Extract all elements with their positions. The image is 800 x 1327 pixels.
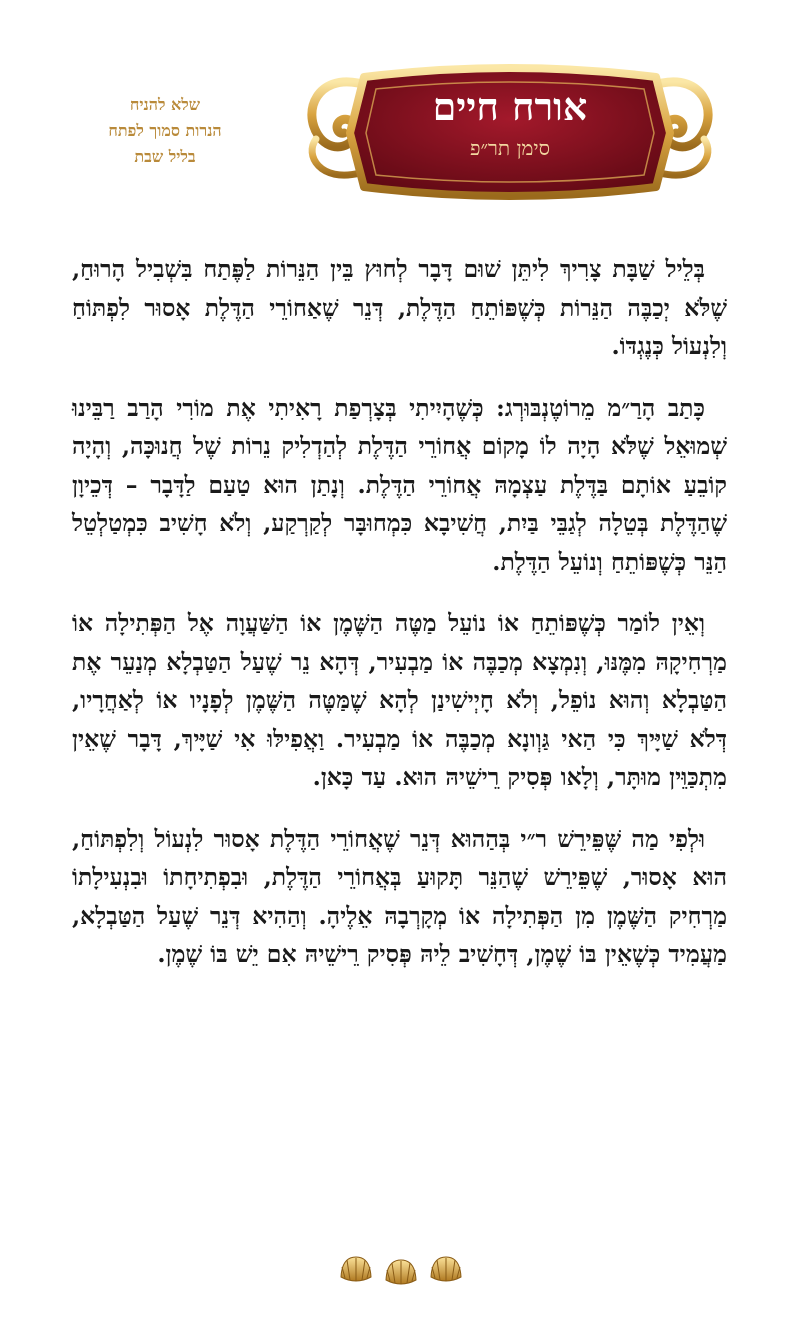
- side-note-line: הנרות סמוך לפתח: [108, 121, 222, 140]
- main-text: [72, 250, 727, 997]
- paragraph: כָּתַב הָרַ״מ מֵרוֹטֶנְבּוּרְג: כְּשֶׁהָיִיתִי בְּצָרְפַת רָאִיתִי אֶת מוֹרִי הָרַב רַבֵּינוּ שְׁמוּאֵל שֶׁלֹּא הָיָה לוֹ מָקוֹם אֲחוֹרֵי הַדֶּלֶת לְהַדְלִיק נֵרוֹת שֶׁל חֲנוּכָּה, וְהָיָה קוֹבֵעַ אוֹתָם בַּדֶּלֶת עַצְמָהּ אֲחוֹרֵי הַדֶּלֶת. וְנָתַן הוּא טַעַם לַדָּבָר – דְּכֵיוָן שֶׁהַדֶּלֶת בְּטֵלָה לְגַבֵּי בַּיִת, חֲשִׁיבָא כִּמְחוּבָּר לְקַרְקַע, וְלֹא חָשִׁיב כִּמְטַלְטֵל הַנֵּר כְּשֶׁפּוֹתֵחַ וְנוֹעֵל הַדֶּלֶת.: [72, 393, 727, 576]
- footer-ornament: [336, 1255, 466, 1289]
- paragraph: וְאֵין לוֹמַר כְּשֶׁפּוֹתֵחַ אוֹ נוֹעֵל מַטֶּה הַשֶּׁמֶן אוֹ הַשַּׁעֲוָה אֶל הַפְּתִילָה אוֹ מַרְחִיקָהּ מִמֶּנּוּ, וְנִמְצָא מְכַבֶּה אוֹ מַבְעִיר, דְּהָא נֵר שֶׁעַל הַטַּבְלָא מְנַעֵר אֶת הַטַּבְלָא וְהוּא נוֹפֵל, וְלֹא חָיְישִׁינַן לְהָא שֶׁמַּטֶּה הַשֶּׁמֶן לְפָנָיו אוֹ לְאַחֲרָיו, דְּלֹא שַׁיָּיךְ כִּי הַאי גַּוְונָא מְכַבֶּה אוֹ מַבְעִיר. וַאֲפִילּוּ אִי שַׁיָּיךְ, דָּבָר שֶׁאֵין מִתְכַּוֵּין מוּתָּר, וְלָאו פְּסִיק רֵישֵׁיהּ הוּא. עַד כָּאן.: [72, 609, 727, 791]
- section-title: אורח חיים: [432, 84, 588, 129]
- paragraph: וּלְפִי מַה שֶּׁפֵּירֵשׁ ר״י בְּהַהוּא דְּנֵר שֶׁאֲחוֹרֵי הַדֶּלֶת אָסוּר לִנְעוֹל וְלִפְתּוֹחַ, הוּא אָסוּר, שֶׁפֵּירֵשׁ שֶׁהַנֵּר תָּקוּעַ בְּאֲחוֹרֵי הַדֶּלֶת, וּבִפְתִיחָתוֹ וּבִנְעִילָתוֹ מַרְחִיק הַשֶּׁמֶן מִן הַפְּתִילָה אוֹ מְקָרְבָהּ אֵלֶיהָ. וְהַהִיא דְּנֵר שֶׁעַל הַטַּבְלָא, מַעֲמִיד כְּשֶׁאֵין בּוֹ שֶׁמֶן, דְּחָשִׁיב לֵיהּ פְּסִיק רֵישֵׁיהּ אִם יֵשׁ בּוֹ שֶׁמֶן.: [72, 824, 727, 968]
- side-note: [100, 92, 230, 170]
- section-subtitle: סימן תר״פ: [469, 136, 551, 160]
- shell-icon: [386, 1260, 416, 1284]
- scroll-banner-icon: [298, 55, 722, 210]
- side-note-line: בליל שבת: [134, 147, 196, 166]
- side-note-line: שלא להניח: [129, 95, 201, 114]
- shell-icon: [341, 1257, 371, 1281]
- paragraph: בְּלֵיל שַׁבָּת צָרִיךְ לִיתֵּן שׁוּם דָּבָר לְחוּץ בֵּין הַנֵּרוֹת לַפֶּתַח בִּשְׁבִיל הָרוּחַ, שֶׁלֹּא יְכַבֶּה הַנֵּרוֹת כְּשֶׁפּוֹתֵחַ הַדֶּלֶת, דְּנֵר שֶׁאַחוֹרֵי הַדֶּלֶת אָסוּר לִפְתּוֹחַ וְלִנְעוֹל כְּנֶגְדּוֹ.: [72, 255, 727, 360]
- header-banner: [298, 55, 722, 210]
- shell-icon: [431, 1257, 461, 1281]
